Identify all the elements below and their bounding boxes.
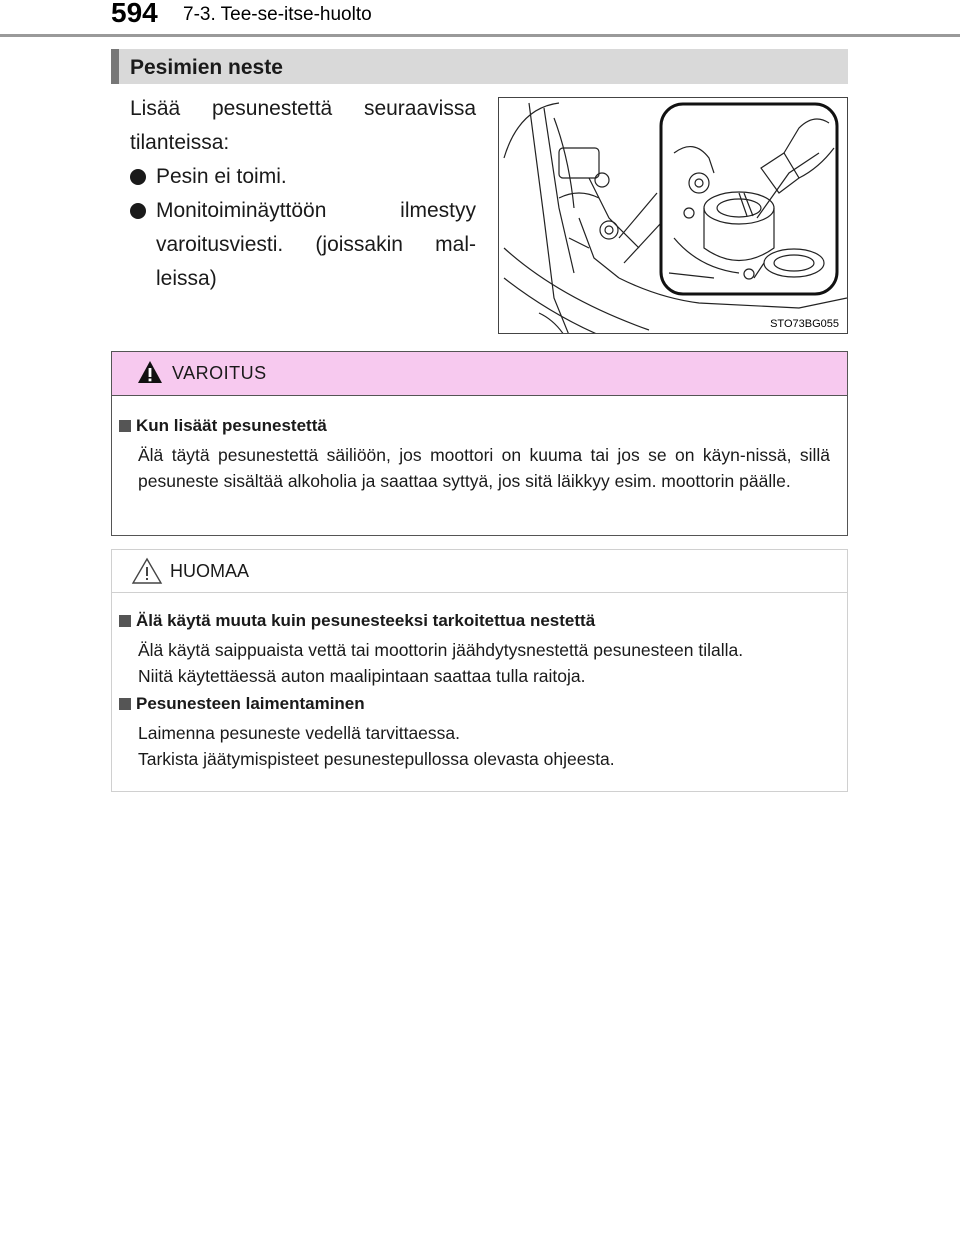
warning-item-title: Kun lisäät pesunestettä xyxy=(136,416,327,435)
notice-item-title-row xyxy=(119,694,830,714)
square-bullet-icon xyxy=(119,420,131,432)
square-bullet-icon xyxy=(119,615,131,627)
page-number: 594 xyxy=(111,0,158,28)
notice-header xyxy=(112,550,847,593)
figure-code: STO73BG055 xyxy=(770,318,839,330)
warning-label: VAROITUS xyxy=(172,363,267,383)
warning-item-text: Älä täytä pesunestettä säiliöön, jos moottori on kuuma tai jos se on käyn-nissä, sillä pesuneste sisältää alkoholia ja saattaa syttyä, jos sitä läikkyy esim. moottorin päälle. xyxy=(138,445,830,491)
notice-box xyxy=(111,549,848,792)
warning-header xyxy=(112,352,847,396)
bullet-dot-icon xyxy=(130,203,146,219)
notice-item-line: Tarkista jäätymispisteet pesunestepullossa olevasta ohjeesta. xyxy=(138,749,615,769)
notice-item-line: Älä käytä saippuaista vettä tai moottorin jäähdytysnestettä pesunesteen tilalla. xyxy=(138,640,744,660)
notice-item xyxy=(119,694,830,772)
notice-label: HUOMAA xyxy=(170,561,250,581)
notice-item-title: Pesunesteen laimentaminen xyxy=(136,694,365,713)
intro-paragraph: Lisää pesunestettä seuraavissa tilanteissa: xyxy=(130,97,476,154)
notice-item-text xyxy=(119,637,830,689)
bullet-item xyxy=(130,194,476,296)
warning-triangle-icon xyxy=(137,360,163,384)
notice-item-title: Älä käytä muuta kuin pesunesteeksi tarkoitettua nestettä xyxy=(136,611,596,630)
washer-fluid-illustration xyxy=(498,97,848,334)
notice-item-title-row xyxy=(119,611,830,631)
notice-item-line: Niitä käytettäessä auton maalipintaan saattaa tulla raitoja. xyxy=(138,666,586,686)
notice-item-line: Laimenna pesuneste vedellä tarvittaessa. xyxy=(138,723,461,743)
bullet-dot-icon xyxy=(130,169,146,185)
header-rule xyxy=(0,34,960,37)
bullet-item xyxy=(130,160,476,194)
section-heading: Pesimien neste xyxy=(111,49,848,84)
intro-text-block xyxy=(130,92,476,296)
square-bullet-icon xyxy=(119,698,131,710)
caution-triangle-outline-icon xyxy=(131,557,163,585)
chapter-title: 7-3. Tee-se-itse-huolto xyxy=(183,4,372,25)
bullet-text: Monitoiminäyttöön ilmestyy varoitusviesti. (joissakin mal-leissa) xyxy=(156,199,476,290)
notice-item-text xyxy=(119,720,830,772)
warning-box xyxy=(111,351,848,536)
engine-bay-drawing xyxy=(499,98,848,334)
warning-item xyxy=(119,416,830,494)
notice-item xyxy=(119,611,830,689)
bullet-text: Pesin ei toimi. xyxy=(156,165,287,188)
warning-item-title-row xyxy=(119,416,830,436)
